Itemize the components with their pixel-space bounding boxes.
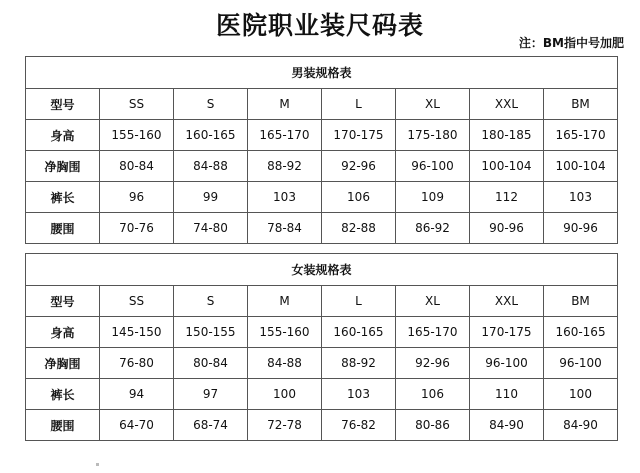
table-cell: 96-100 [396,151,470,182]
table-cell: 155-160 [100,120,174,151]
mens-size-table [25,56,618,244]
table-cell: 72-78 [248,410,322,441]
table-cell: 99 [174,182,248,213]
table-cell: 74-80 [174,213,248,244]
speck [96,463,99,466]
table-cell: 78-84 [248,213,322,244]
row-label: 腰围 [26,213,100,244]
table-cell: 103 [248,182,322,213]
table-cell: 150-155 [174,317,248,348]
row-label: 净胸围 [26,151,100,182]
table-cell: 80-84 [174,348,248,379]
row-label: 净胸围 [26,348,100,379]
table-cell: XL [396,286,470,317]
row-label: 裤长 [26,182,100,213]
table-cell: 106 [322,182,396,213]
table-cell: 106 [396,379,470,410]
row-label: 身高 [26,120,100,151]
table-cell: 64-70 [100,410,174,441]
table-row [26,182,618,213]
table-cell: 175-180 [396,120,470,151]
table-cell: 100-104 [470,151,544,182]
table-cell: 97 [174,379,248,410]
table-cell: 100 [248,379,322,410]
table-cell: 165-170 [396,317,470,348]
table-cell: XL [396,89,470,120]
table-row [26,286,618,317]
table-cell: 80-84 [100,151,174,182]
table-row [26,410,618,441]
table-cell: 84-88 [248,348,322,379]
table-cell: 180-185 [470,120,544,151]
row-label: 裤长 [26,379,100,410]
table-cell: 92-96 [322,151,396,182]
table-cell: BM [544,89,618,120]
table-cell: 76-82 [322,410,396,441]
table-row [26,379,618,410]
table-cell: 160-165 [174,120,248,151]
table-cell: S [174,286,248,317]
table-cell: 76-80 [100,348,174,379]
table-row [26,317,618,348]
row-label: 身高 [26,317,100,348]
table-row [26,151,618,182]
table-cell: L [322,89,396,120]
table-cell: 96 [100,182,174,213]
row-label: 腰围 [26,410,100,441]
page-title: 医院职业装尺码表 [215,11,424,40]
table-cell: 155-160 [248,317,322,348]
table-cell: M [248,89,322,120]
table-cell: 90-96 [544,213,618,244]
table-cell: 90-96 [470,213,544,244]
table-cell: 170-175 [470,317,544,348]
table-cell: 88-92 [322,348,396,379]
table-row [26,213,618,244]
table-row [26,120,618,151]
table-cell: 100-104 [544,151,618,182]
table-cell: 84-90 [544,410,618,441]
table-cell: 112 [470,182,544,213]
table-cell: SS [100,286,174,317]
table-cell: 100 [544,379,618,410]
table-cell: 82-88 [322,213,396,244]
table-cell: S [174,89,248,120]
table-cell: XXL [470,286,544,317]
table-cell: SS [100,89,174,120]
table-cell: 94 [100,379,174,410]
table-cell: 145-150 [100,317,174,348]
table-cell: 68-74 [174,410,248,441]
table-row [26,348,618,379]
table-cell: 92-96 [396,348,470,379]
table-cell: 103 [322,379,396,410]
table-cell: XXL [470,89,544,120]
table-cell: M [248,286,322,317]
size-note: 注：BM指中号加肥 [518,36,624,50]
table-cell: 86-92 [396,213,470,244]
table-cell: 160-165 [322,317,396,348]
table-cell: 96-100 [470,348,544,379]
table-cell: 84-88 [174,151,248,182]
row-label: 型号 [26,286,100,317]
womens-size-table [25,253,618,441]
table-cell: 165-170 [544,120,618,151]
table-cell: BM [544,286,618,317]
table-cell: 165-170 [248,120,322,151]
table-caption: 男装规格表 [26,57,618,89]
table-cell: 170-175 [322,120,396,151]
table-cell: 96-100 [544,348,618,379]
table-cell: 80-86 [396,410,470,441]
table-cell: 109 [396,182,470,213]
table-cell: 84-90 [470,410,544,441]
table-cell: 70-76 [100,213,174,244]
table-cell: 88-92 [248,151,322,182]
table-cell: 160-165 [544,317,618,348]
table-caption: 女装规格表 [26,254,618,286]
table-row [26,89,618,120]
row-label: 型号 [26,89,100,120]
table-cell: 103 [544,182,618,213]
table-cell: 110 [470,379,544,410]
table-cell: L [322,286,396,317]
